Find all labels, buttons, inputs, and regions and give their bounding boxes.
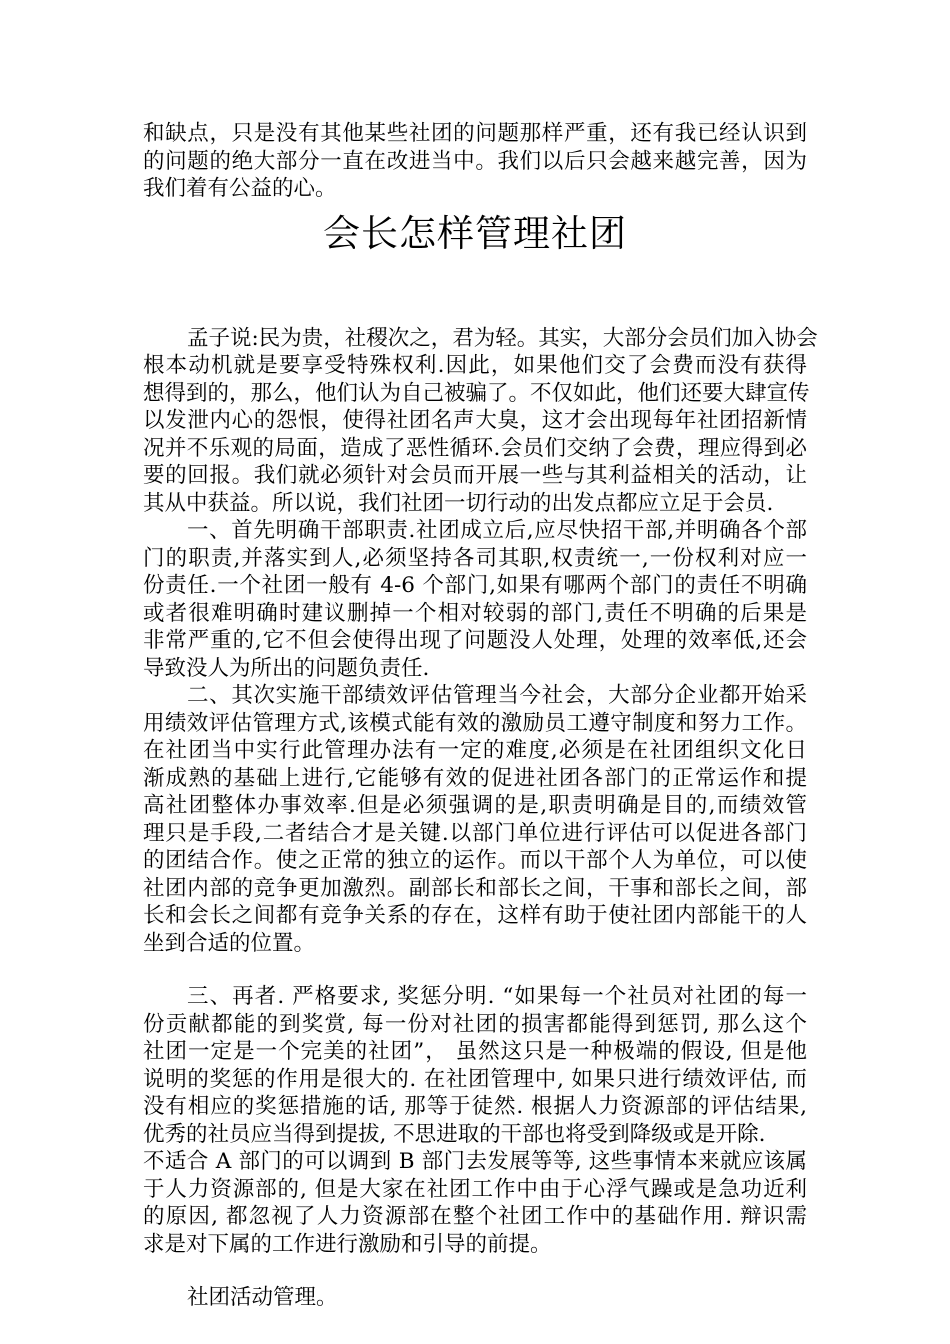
text-line: 高社团整体办事效率.但是必须强调的是,职责明确是目的,而绩效管 (143, 793, 807, 818)
text-line: 和缺点，只是没有其他某些社团的问题那样严重，还有我已经认识到 (143, 121, 807, 146)
text-line: 其从中获益。所以说，我们社团一切行动的出发点都应立足于会员. (143, 490, 774, 516)
text-line: 二、其次实施干部绩效评估管理当今社会，大部分企业都开始采 (187, 683, 807, 708)
text-line: 三、再者. 严格要求, 奖惩分明. “如果每一个社员对社团的每一 (187, 984, 807, 1009)
text-line: 的问题的绝大部分一直在改进当中。我们以后只会越来越完善，因为 (143, 148, 807, 174)
text-line: 我们着有公益的心。 (143, 176, 337, 201)
text-line: 根本动机就是要享受特殊权利.因此，如果他们交了会费而没有获得 (143, 353, 807, 378)
text-line: 的原因, 都忽视了人力资源部在整个社团工作中的基础作用. 辩识需 (143, 1204, 807, 1229)
text-line: 要的回报。我们就必须针对会员而开展一些与其利益相关的活动，让 (143, 463, 807, 488)
text-line: 说明的奖惩的作用是很大的. 在社团管理中, 如果只进行绩效评估, 而 (143, 1066, 807, 1092)
text-line: 一、首先明确干部职责.社团成立后,应尽快招干部,并明确各个部 (187, 518, 807, 543)
text-line: 渐成熟的基础上进行,它能够有效的促进社团各部门的正常运作和提 (143, 765, 807, 791)
text-line: 求是对下属的工作进行激励和引导的前提。 (143, 1231, 552, 1257)
text-line: 门的职责,并落实到人,必须坚持各司其职,权责统一,一份权利对应一 (143, 545, 807, 571)
text-line: 社团一定是一个完美的社团”， 虽然这只是一种极端的假设, 但是他 (143, 1039, 807, 1064)
text-line: 份责任.一个社团一般有 4-6 个部门,如果有哪两个部门的责任不明确 (143, 573, 807, 598)
text-line: 孟子说:民为贵，社稷次之，君为轻。其实，大部分会员们加入协会 (187, 325, 818, 351)
document-page (143, 120, 818, 1312)
text-line: 或者很难明确时建议删掉一个相对较弱的部门,责任不明确的后果是 (143, 600, 807, 626)
intro-paragraph (143, 120, 807, 203)
paragraph-rewards (143, 983, 807, 1258)
paragraph-performance (143, 682, 807, 957)
text-line: 没有相应的奖惩措施的话, 那等于徒然. 根据人力资源部的评估结果, (143, 1094, 807, 1119)
text-line: 长和会长之间都有竞争关系的存在，这样有助于使社团内部能干的人 (143, 903, 807, 928)
paragraph-mencius (143, 325, 818, 518)
text-line: 用绩效评估管理方式,该模式能有效的激励员工遵守制度和努力工作。 (143, 710, 807, 736)
text-line: 社团内部的竞争更加激烈。副部长和部长之间，干事和部长之间，部 (143, 875, 807, 901)
text-line: 非常严重的,它不但会使得出现了问题没人处理，处理的效率低,还会 (143, 628, 807, 653)
text-line: 不适合 A 部门的可以调到 B 部门去发展等等, 这些事情本来就应该属 (143, 1149, 807, 1174)
text-line: 社团活动管理。 (187, 1285, 338, 1310)
paragraph-activities (143, 1284, 807, 1312)
text-line: 况并不乐观的局面，造成了恶性循环.会员们交纳了会费，理应得到必 (143, 435, 807, 461)
text-line: 坐到合适的位置。 (143, 930, 316, 956)
paragraph-duties (143, 517, 807, 682)
text-line: 于人力资源部的, 但是大家在社团工作中由于心浮气躁或是急功近利 (143, 1176, 807, 1202)
text-line: 以发泄内心的怨恨，使得社团名声大臭，这才会出现每年社团招新情 (143, 408, 807, 433)
text-line: 份贡献都能的到奖赏, 每一份对社团的损害都能得到惩罚, 那么这个 (143, 1011, 807, 1037)
document-title: 会长怎样管理社团 (323, 211, 627, 255)
text-line: 优秀的社员应当得到提拔, 不思进取的干部也将受到降级或是开除. (143, 1121, 766, 1147)
text-line: 的团结合作。使之正常的独立的运作。而以干部个人为单位，可以使 (143, 848, 807, 873)
text-line: 导致没人为所出的问题负责任. (143, 655, 430, 681)
text-line: 在社团当中实行此管理办法有一定的难度,必须是在社团组织文化日 (143, 738, 807, 763)
text-line: 理只是手段,二者结合才是关键.以部门单位进行评估可以促进各部门 (143, 820, 807, 846)
text-line: 想得到的，那么，他们认为自己被骗了。不仅如此，他们还要大肆宣传 (143, 380, 810, 406)
